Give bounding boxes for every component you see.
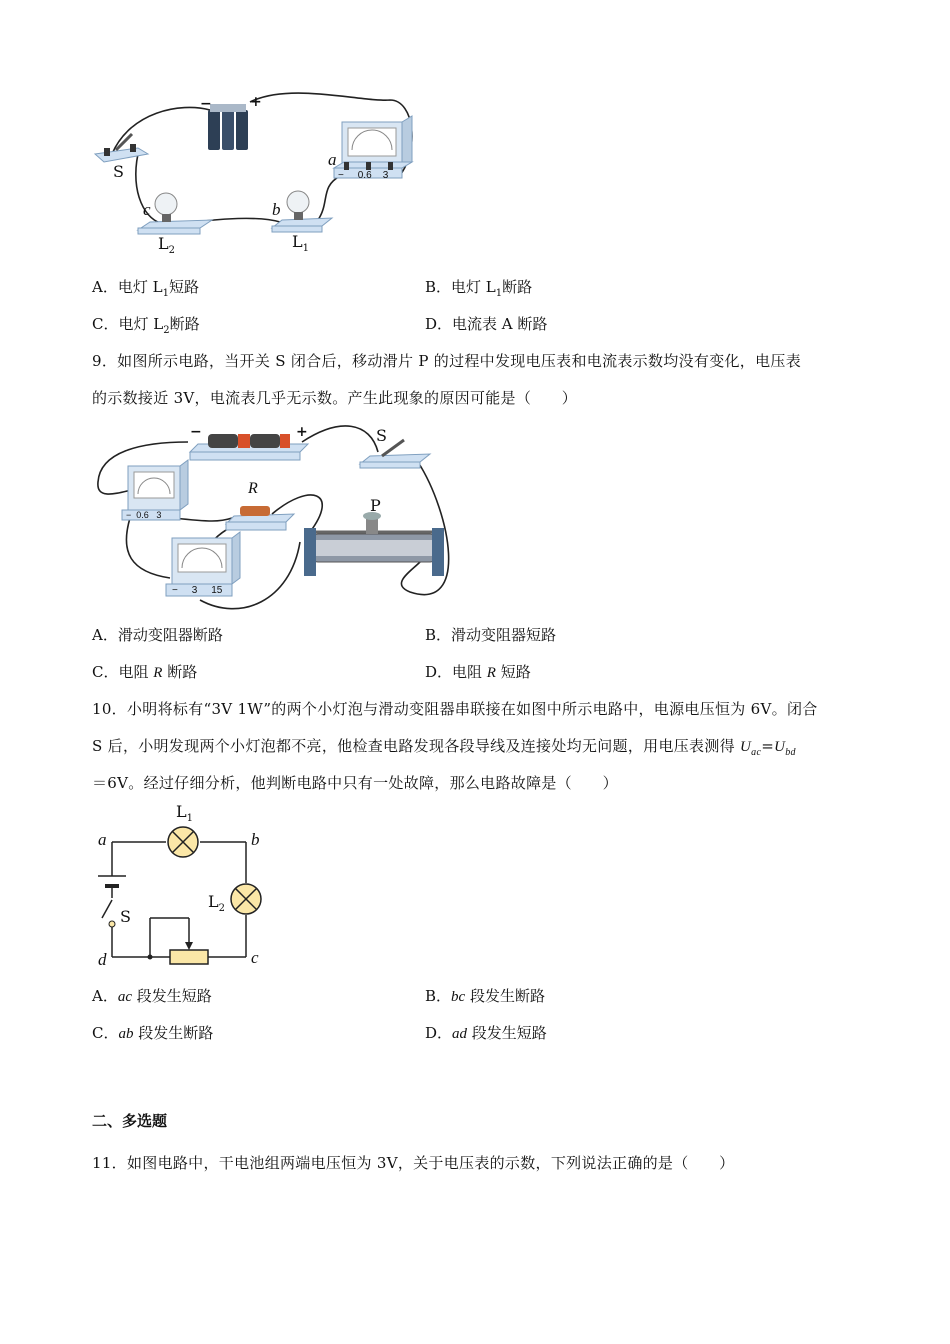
- q8-option-d[interactable]: D．电流表 A 断路: [425, 315, 548, 333]
- q9-c-prefix: C．电阻: [92, 663, 154, 681]
- fig8-label-l2: [158, 234, 175, 256]
- fig10-label-l1: [176, 802, 193, 824]
- ammeter-term-minus: −: [338, 170, 344, 181]
- fig8-label-battery-minus: −: [200, 96, 212, 112]
- q11-stem-line1: 11．如图电路中，干电池组两端电压恒为 3V，关于电压表的示数，下列说法正确的是（ ）: [92, 1154, 735, 1172]
- q10-c-suffix: 段发生断路: [133, 1024, 214, 1042]
- q10-b-letter: B．: [425, 987, 452, 1005]
- fig10-l1-letter: L: [176, 802, 187, 821]
- q8-b-sub: 1: [495, 288, 503, 299]
- q10-stem-line1: 10．小明将标有“3V 1W”的两个小灯泡与滑动变阻器串联接在如图中所示电路中，电源电压恒为 6V。闭合: [92, 700, 818, 718]
- q10-u1: U: [740, 739, 752, 755]
- fig9-label-s: S: [376, 426, 387, 445]
- lamp-l2-symbol: [231, 884, 261, 914]
- q9-c-suffix: 断路: [162, 663, 198, 681]
- q9-c-var: R: [153, 665, 163, 681]
- fig10-label-l2: [208, 892, 225, 914]
- l1-letter: L: [292, 232, 303, 251]
- q10-eq: =: [761, 737, 775, 755]
- fig8-label-s: S: [113, 162, 124, 181]
- fig8-label-a: a: [328, 150, 337, 169]
- q10-u2: U: [774, 739, 786, 755]
- battery: [208, 104, 248, 150]
- q9-option-a[interactable]: A．滑动变阻器断路: [92, 626, 223, 644]
- fig10-l1-sub: 1: [186, 813, 193, 825]
- q8-c-sub: 2: [163, 325, 170, 336]
- fig10-label-b: b: [251, 830, 260, 849]
- fig8-label-c: c: [143, 200, 151, 219]
- ammeter: [334, 116, 412, 178]
- switch-s: [360, 440, 430, 468]
- resistor-r: [226, 506, 294, 530]
- fig9-a-term-06: 0.6: [136, 510, 149, 520]
- q10-stem-line3: ＝6V。经过仔细分析，他判断电路中只有一处故障，那么电路故障是（ ）: [92, 774, 618, 792]
- q9-stem-line2: 的示数接近 3V，电流表几乎无示数。产生此现象的原因可能是（ ）: [92, 389, 578, 407]
- q10-option-a[interactable]: [92, 985, 212, 1006]
- fig8-label-battery-plus: +: [250, 94, 262, 110]
- q9-stem-line1: 9．如图所示电路，当开关 S 闭合后，移动滑片 P 的过程中发现电压表和电流表示数均没有变化，电压表: [92, 352, 801, 370]
- fig9-v-term-minus: −: [172, 585, 178, 596]
- section-heading-multiple-choice: 二、多选题: [92, 1112, 168, 1130]
- q10-c-var: ab: [118, 1026, 134, 1042]
- fig9-a-term-3: 3: [156, 510, 162, 520]
- q10-a-suffix: 段发生短路: [132, 987, 212, 1005]
- q9-option-b[interactable]: B．滑动变阻器短路: [425, 626, 557, 644]
- fig8-label-b: b: [272, 200, 281, 219]
- fig9-label-p: P: [370, 496, 381, 515]
- fig10-label-d: d: [98, 950, 107, 969]
- q9-d-var: R: [486, 665, 496, 681]
- q8-option-b[interactable]: [425, 276, 532, 299]
- battery-symbol: [98, 876, 126, 886]
- q10-option-c[interactable]: [92, 1022, 213, 1043]
- fig9-ammeter-terms: [126, 510, 161, 520]
- q10-u2-sub: bd: [785, 747, 796, 758]
- q10-option-b[interactable]: [425, 985, 545, 1006]
- q8-c-suffix: 断路: [169, 315, 200, 333]
- q8-c-prefix: C．电灯 L: [92, 315, 164, 333]
- fig9-label-r: R: [248, 480, 258, 497]
- fig10-l2-letter: L: [208, 892, 219, 911]
- q8-b-prefix: B．电灯 L: [425, 278, 496, 296]
- q9-d-suffix: 短路: [495, 663, 531, 681]
- q10-c-letter: C．: [92, 1024, 119, 1042]
- fig9-battery-plus: +: [296, 424, 308, 440]
- q10-d-var: ad: [452, 1026, 468, 1042]
- switch-symbol: [102, 900, 115, 927]
- ammeter-term-06: 0.6: [357, 170, 372, 181]
- fig9-v-term-3: 3: [191, 585, 198, 596]
- q8-a-suffix: 短路: [168, 278, 199, 296]
- q10-option-d[interactable]: [425, 1022, 547, 1043]
- q8-a-sub: 1: [162, 288, 169, 299]
- q10-u1-sub: ac: [751, 747, 762, 758]
- battery-holder: [190, 434, 308, 460]
- fig10-l2-sub: 2: [218, 903, 225, 915]
- q10-b-var: bc: [451, 989, 466, 1005]
- ammeter-term-3: 3: [382, 170, 389, 181]
- fig10-label-s: S: [120, 907, 131, 926]
- fig10-label-c: c: [251, 948, 259, 967]
- q8-option-a[interactable]: [92, 276, 199, 299]
- q10-d-letter: D．: [425, 1024, 453, 1042]
- l2-letter: L: [158, 234, 169, 253]
- l2-sub: 2: [168, 245, 175, 257]
- q8-option-c[interactable]: [92, 313, 200, 336]
- q10-d-suffix: 段发生短路: [467, 1024, 547, 1042]
- fig10-label-a: a: [98, 830, 107, 849]
- q8-a-prefix: A．电灯 L: [92, 278, 163, 296]
- lamp-l1-symbol: [168, 827, 198, 857]
- fig9-battery-minus: −: [190, 424, 202, 440]
- fig8-ammeter-terms: [338, 170, 388, 181]
- l1-sub: 1: [302, 243, 309, 255]
- q9-d-prefix: D．电阻: [425, 663, 487, 681]
- q8-b-suffix: 断路: [502, 278, 533, 296]
- fig8-label-l1: [292, 232, 309, 254]
- q9-option-c[interactable]: [92, 661, 197, 682]
- fig9-voltmeter-terms: [172, 585, 222, 596]
- fig9-v-term-15: 15: [211, 585, 223, 596]
- fig9-a-term-minus: −: [126, 510, 132, 520]
- sliding-rheostat: [304, 512, 444, 576]
- q10-b-suffix: 段发生断路: [465, 987, 545, 1005]
- q9-option-d[interactable]: [425, 661, 531, 682]
- q10-stem-line2: [92, 735, 796, 758]
- q10-a-letter: A．: [92, 987, 118, 1005]
- q10-line2-prefix: S 后，小明发现两个小灯泡都不亮，他检查电路发现各段导线及连接处均无问题，用电压表测得: [92, 737, 741, 755]
- q10-a-var: ac: [117, 989, 133, 1005]
